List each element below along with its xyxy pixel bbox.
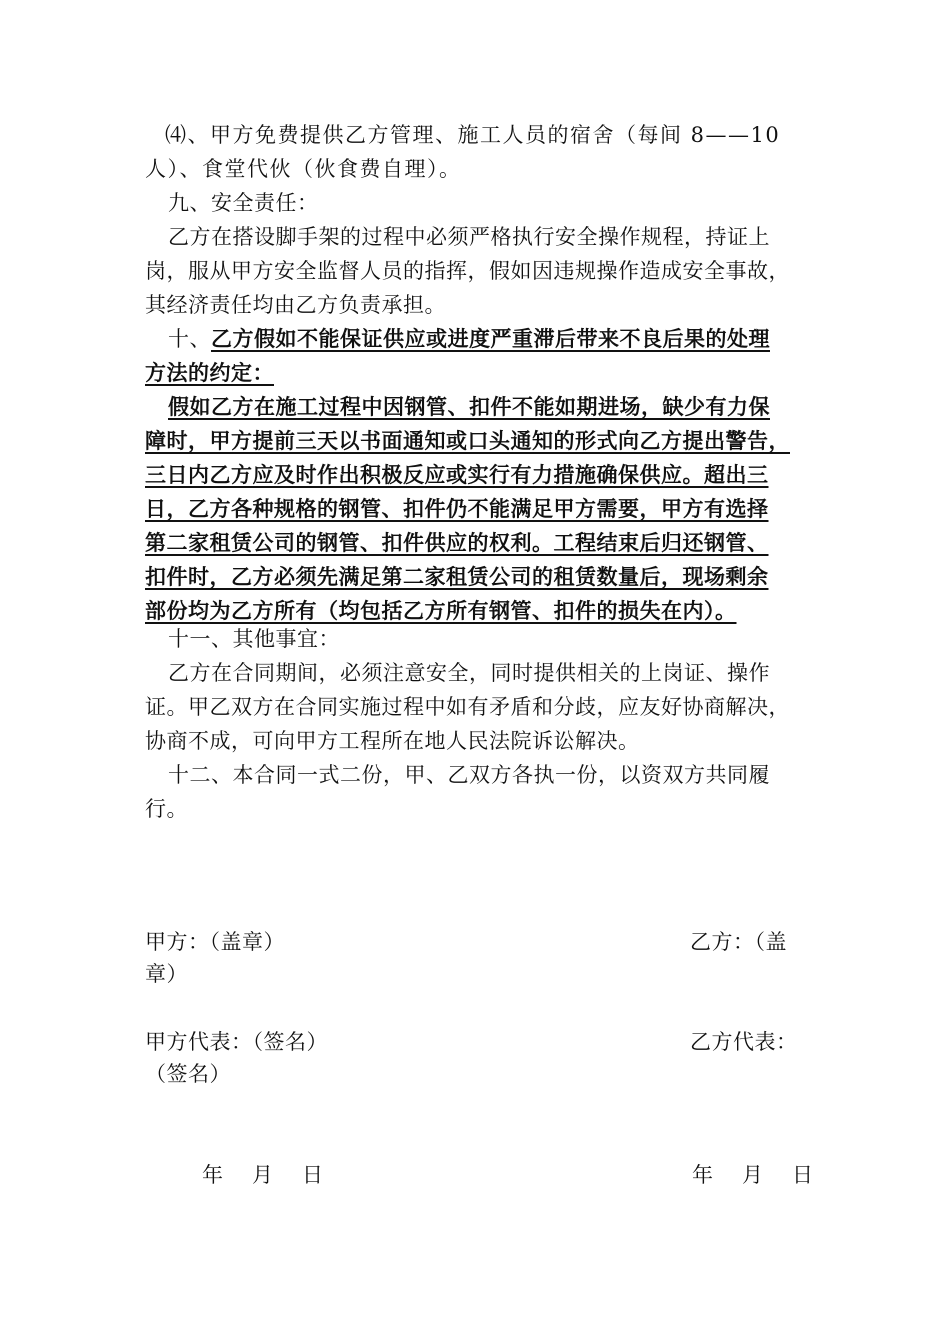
party-b-date: 年 月 日 bbox=[692, 1163, 817, 1187]
clause-10-line-6: 扣件时，乙方必须先满足第二家租赁公司的租赁数量后，现场剩余 bbox=[145, 564, 769, 589]
clause-11-title: 十一、其他事宜： bbox=[168, 627, 340, 651]
clause-10-title-line-2 bbox=[145, 356, 825, 390]
clause-10-line-1: 假如乙方在施工过程中因钢管、扣件不能如期进场，缺少有力保 bbox=[168, 394, 770, 419]
clause-10-line-2: 障时，甲方提前三天以书面通知或口头通知的形式向乙方提出警告， bbox=[145, 428, 790, 453]
party-b-representative: 乙方代表： bbox=[690, 1030, 798, 1054]
clause-12-line-1: 十二、本合同一式二份，甲、乙双方各执一份，以资双方共同履 bbox=[168, 763, 770, 787]
clause-10-title-text-cont: 方法的约定： bbox=[145, 360, 274, 385]
clause-8-item-4-line-1: ⑷、甲方免费提供乙方管理、施工人员的宿舍（每间 8——10 bbox=[165, 123, 781, 147]
clause-10-line-3: 三日内乙方应及时作出积极反应或实行有力措施确保供应。超出三 bbox=[145, 462, 769, 487]
clause-10-title-text: 乙方假如不能保证供应或进度严重滞后带来不良后果的处理 bbox=[211, 326, 770, 351]
clause-9-line-2: 岗，服从甲方安全监督人员的指挥，假如因违规操作造成安全事故， bbox=[145, 259, 790, 283]
clause-10-line-7: 部份均为乙方所有（均包括乙方所有钢管、扣件的损失在内）。 bbox=[145, 598, 737, 623]
clause-11-line-3: 协商不成，可向甲方工程所在地人民法院诉讼解决。 bbox=[145, 729, 640, 753]
party-b-representative-cont: （签名） bbox=[145, 1062, 231, 1086]
party-b-seal: 乙方：（盖 bbox=[690, 930, 787, 954]
clause-11-line-1: 乙方在合同期间，必须注意安全，同时提供相关的上岗证、操作 bbox=[168, 661, 770, 685]
clause-8-item-4-line-2: 人）、食堂代伙（伙食费自理）。 bbox=[145, 157, 462, 181]
clause-11-line-2: 证。甲乙双方在合同实施过程中如有矛盾和分歧，应友好协商解决， bbox=[145, 695, 790, 719]
clause-10-number: 十、 bbox=[168, 327, 211, 351]
party-b-seal-cont: 章） bbox=[145, 962, 188, 986]
party-a-date: 年 月 日 bbox=[202, 1163, 327, 1187]
clause-12-line-2: 行。 bbox=[145, 797, 188, 821]
clause-10-line-4: 日，乙方各种规格的钢管、扣件仍不能满足甲方需要，甲方有选择 bbox=[145, 496, 769, 521]
party-a-seal: 甲方：（盖章） bbox=[145, 930, 285, 954]
party-a-representative: 甲方代表：（签名） bbox=[145, 1030, 328, 1054]
clause-10-line-5: 第二家租赁公司的钢管、扣件供应的权利。工程结束后归还钢管、 bbox=[145, 530, 769, 555]
clause-9-title: 九、安全责任： bbox=[168, 191, 319, 215]
clause-9-line-1: 乙方在搭设脚手架的过程中必须严格执行安全操作规程，持证上 bbox=[168, 225, 770, 249]
clause-10-title-line-1 bbox=[168, 322, 848, 356]
clause-9-line-3: 其经济责任均由乙方负责承担。 bbox=[145, 293, 446, 317]
